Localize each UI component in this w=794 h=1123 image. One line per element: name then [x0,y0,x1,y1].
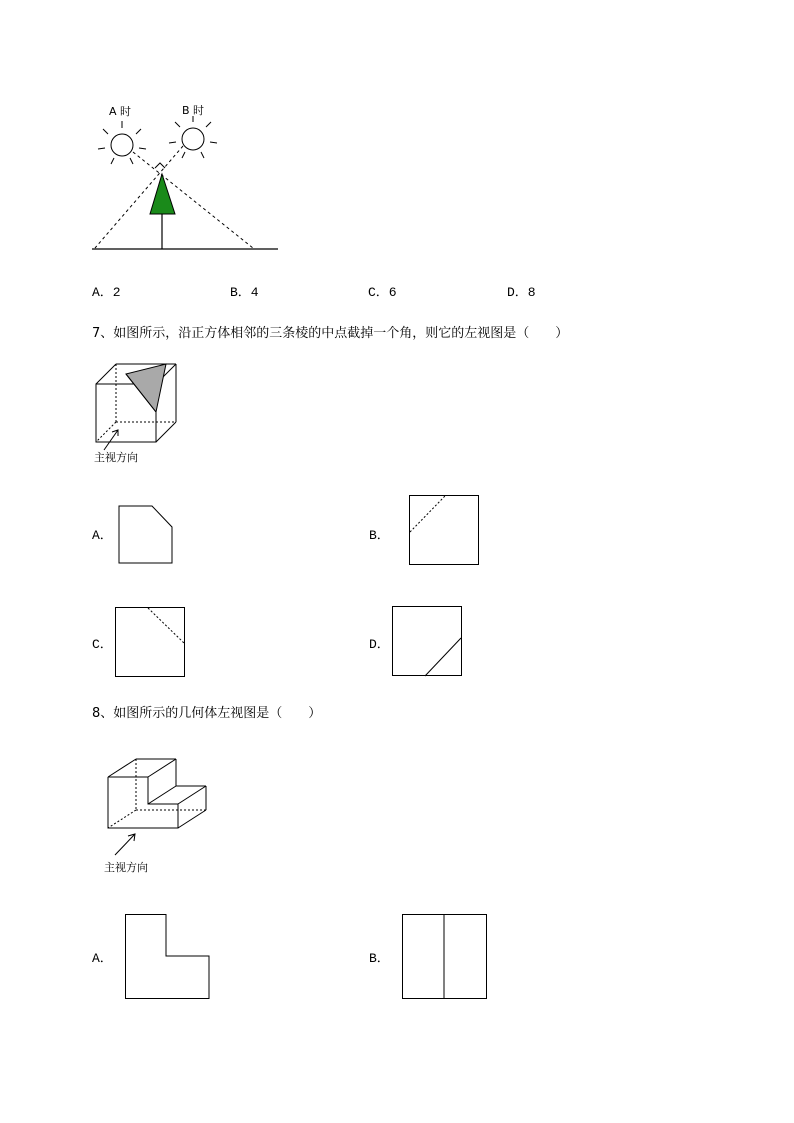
q8-option-a-figure[interactable] [125,914,215,1004]
q7-option-b[interactable]: B． [369,528,390,543]
q7-option-c-figure[interactable] [115,607,187,679]
q8-option-a[interactable]: A． [92,951,113,966]
q8-solid-figure [0,0,220,120]
q6-option-b[interactable]: B．4 [230,285,259,300]
q8-question: 8、如图所示的几何体左视图是（ ） [92,706,322,721]
sun-b-label: B 时 [182,104,205,117]
q6-option-d[interactable]: D．8 [507,285,536,300]
sun-a-label: A 时 [109,105,132,118]
q8-direction-label: 主视方向 [104,861,148,874]
q7-direction-label: 主视方向 [94,451,138,464]
cut-corner-triangle [126,364,166,412]
sun-a-icon [98,121,146,164]
sun-b-icon [169,116,217,158]
q7-question: 7、如图所示，沿正方体相邻的三条棱的中点截掉一个角，则它的左视图是（ ） [92,326,569,341]
q6-option-a[interactable]: A．2 [92,285,121,300]
arrow-icon [115,834,135,855]
q6-option-c[interactable]: C．6 [368,285,397,300]
q7-option-a[interactable]: A． [92,528,113,543]
q7-option-c[interactable]: C． [92,637,113,652]
q7-option-b-figure[interactable] [409,495,481,567]
q8-option-b[interactable]: B． [369,951,390,966]
arrow-icon [104,430,118,450]
q7-option-a-figure[interactable] [118,505,178,565]
q7-option-d-figure[interactable] [392,606,464,678]
q8-option-b-figure[interactable] [402,914,492,1004]
q7-option-d[interactable]: D． [369,637,390,652]
